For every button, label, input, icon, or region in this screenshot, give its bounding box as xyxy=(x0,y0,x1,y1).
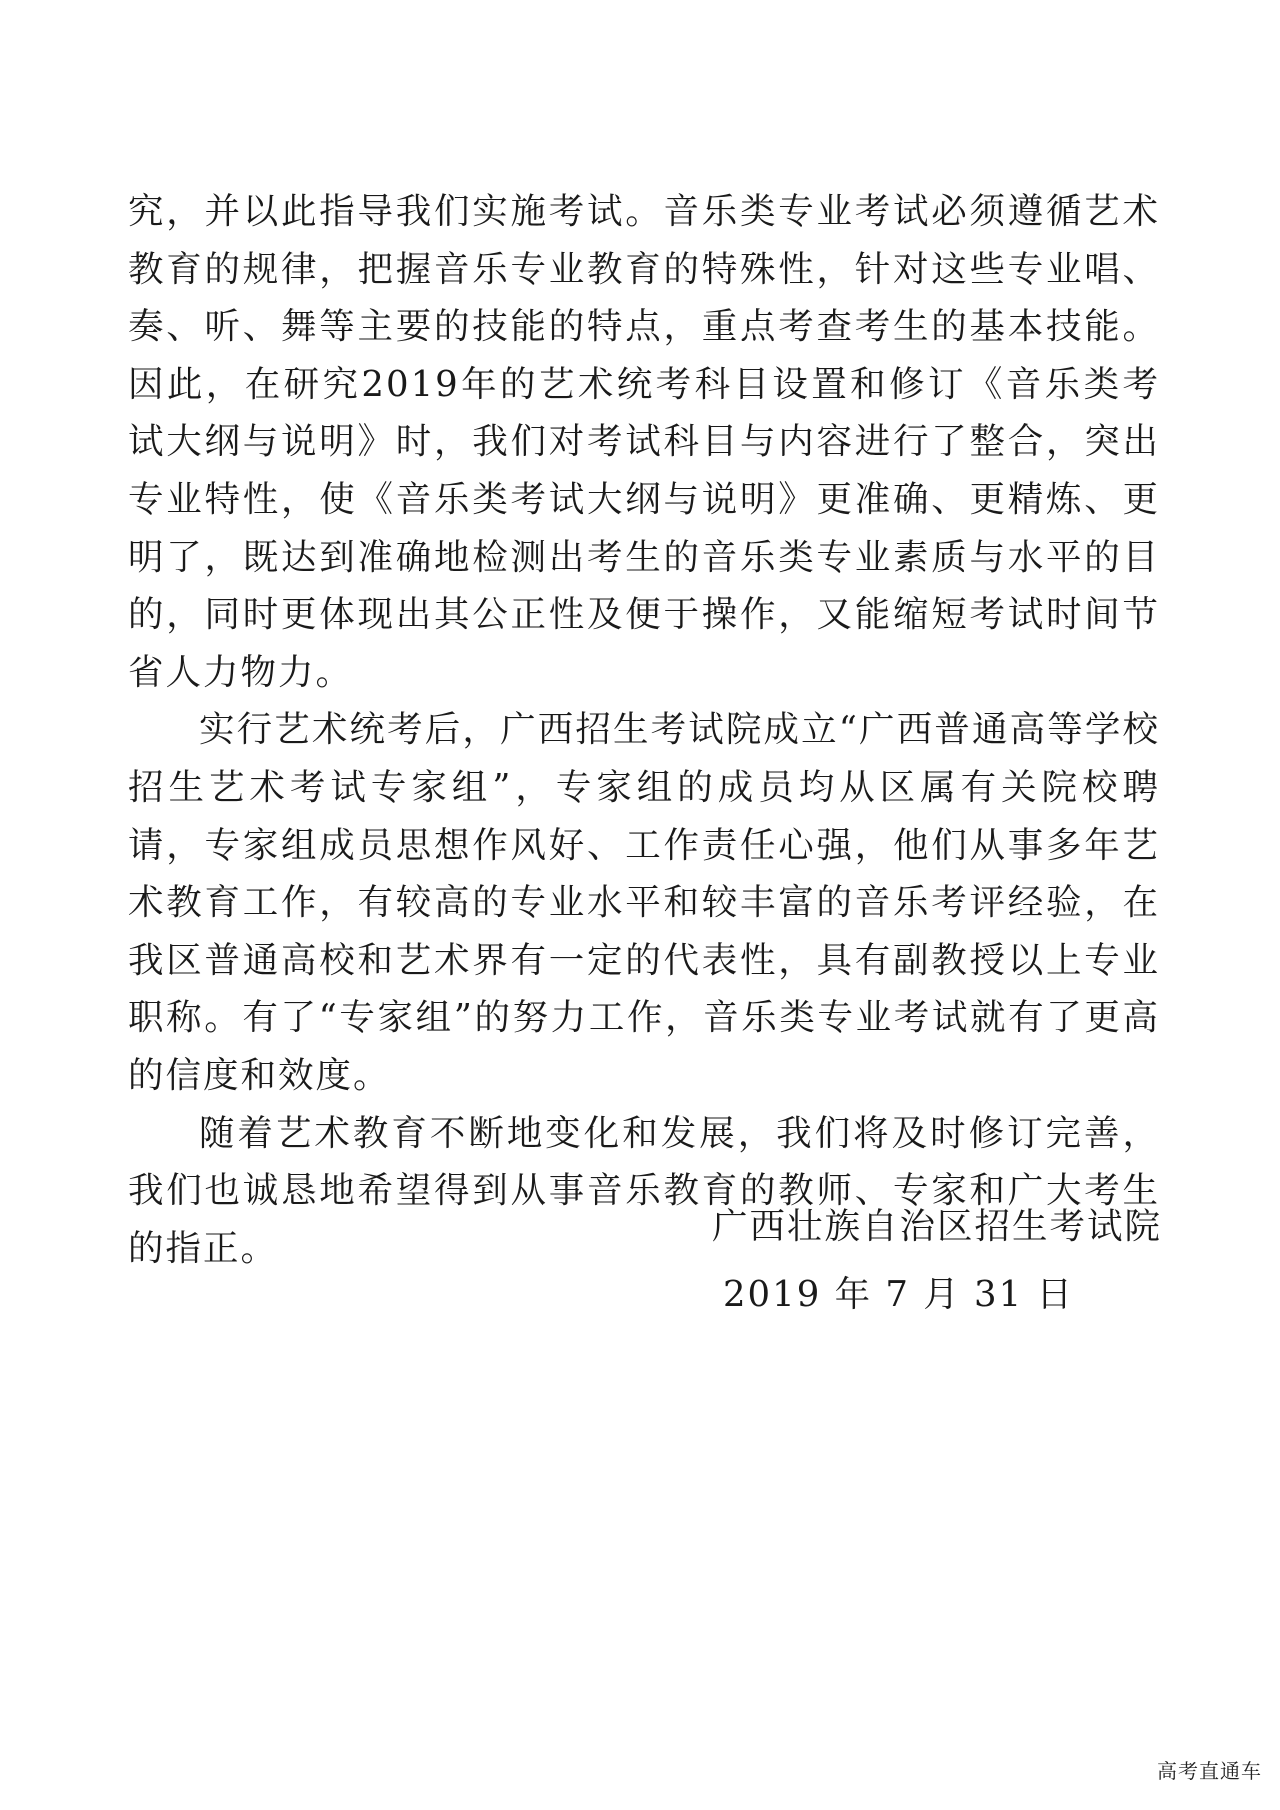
signature-block xyxy=(712,1198,1162,1323)
document-body xyxy=(128,183,1160,1277)
watermark-text: 高考直通车 xyxy=(1157,1759,1262,1783)
paragraph-3: 随着艺术教育不断地变化和发展，我们将及时修订完善，我们也诚恳地希望得到从事音乐教育的教师、专家和广大考生的指正。 xyxy=(128,1112,1160,1269)
signature-date: 2019 年 7 月 31 日 xyxy=(722,1273,1074,1315)
paragraph-1: 究，并以此指导我们实施考试。音乐类专业考试必须遵循艺术教育的规律，把握音乐专业教育的特殊性，针对这些专业唱、奏、听、舞等主要的技能的特点，重点考查考生的基本技能。因此，在研究2019年的艺术统考科目设置和修订《音乐类考试大纲与说明》时，我们对考试科目与内容进行了整合，突出专业特性，使《音乐类考试大纲与说明》更准确、更精炼、更明了，既达到准确地检测出考生的音乐类专业素质与水平的目的，同时更体现出其公正性及便于操作，又能缩短考试时间节省人力物力。 xyxy=(128,191,1160,693)
paragraph-2: 实行艺术统考后，广西招生考试院成立“广西普通高等学校招生艺术考试专家组”，专家组的成员均从区属有关院校聘请，专家组成员思想作风好、工作责任心强，他们从事多年艺术教育工作，有较高的专业水平和较丰富的音乐考评经验，在我区普通高校和艺术界有一定的代表性，具有副教授以上专业职称。有了“专家组”的努力工作，音乐类专业考试就有了更高的信度和效度。 xyxy=(128,709,1160,1096)
signature-organization: 广西壮族自治区招生考试院 xyxy=(711,1206,1162,1247)
